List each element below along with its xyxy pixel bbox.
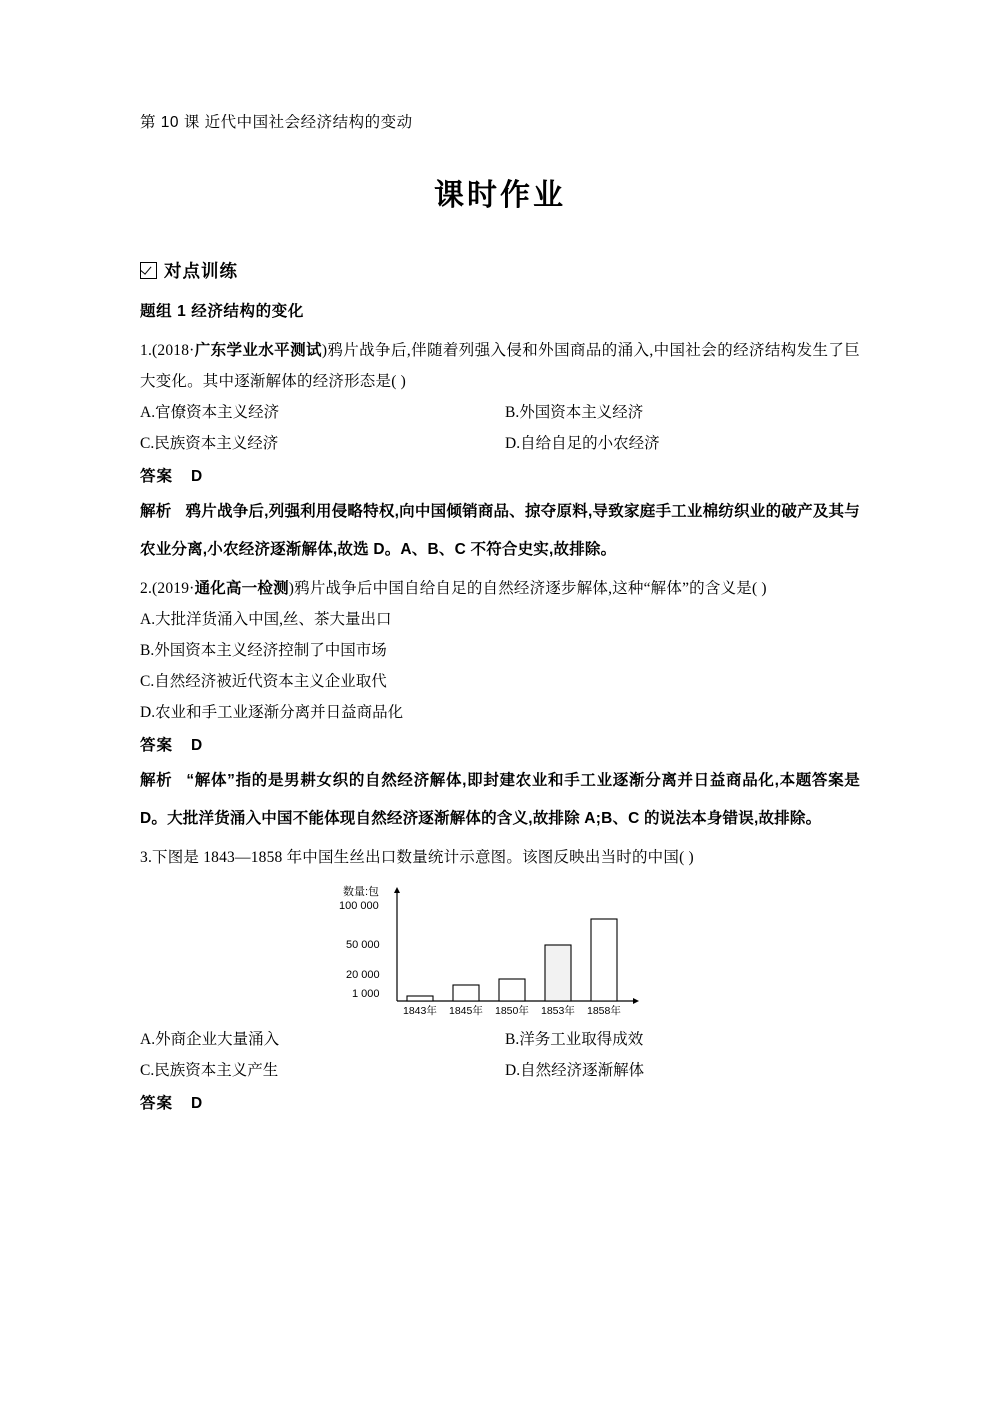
question-1-option-b[interactable]: B.外国资本主义经济 bbox=[505, 404, 644, 421]
chart-bar-1853 bbox=[545, 945, 571, 1001]
question-2-explanation bbox=[140, 762, 860, 838]
chart-bar-1843 bbox=[407, 996, 433, 1001]
chart-ytick-50000: 50 000 bbox=[346, 939, 380, 951]
question-2-answer-value: D bbox=[191, 737, 203, 754]
question-2-explanation-label: 解析 bbox=[140, 772, 173, 789]
chart-x-arrow bbox=[633, 998, 639, 1004]
question-3-options bbox=[140, 1024, 860, 1086]
lesson-header: 第 10 课 近代中国社会经济结构的变动 bbox=[140, 114, 413, 131]
question-3-stem bbox=[140, 842, 860, 873]
question-1-explanation bbox=[140, 493, 860, 569]
chart-xtick-1858: 1858年 bbox=[587, 1005, 621, 1017]
question-1-stem-prefix: 1.(2018· bbox=[140, 342, 195, 359]
chart-bar-1845 bbox=[453, 985, 479, 1001]
question-3-options-col1 bbox=[140, 1024, 495, 1086]
question-3-chart bbox=[140, 883, 860, 1018]
question-2 bbox=[140, 573, 860, 838]
question-3-answer bbox=[140, 1088, 860, 1120]
question-1-stem-rest: )鸦片战争后,伴随着列强入侵和外国商品的涌入,中国社会的经济结构发生了巨大变化。其中逐渐解体的经济形态是( ) bbox=[140, 342, 860, 390]
chart-y-arrow bbox=[394, 887, 400, 893]
section-header bbox=[140, 258, 860, 283]
question-2-stem-rest: )鸦片战争后中国自给自足的自然经济逐步解体,这种“解体”的含义是( ) bbox=[288, 580, 767, 597]
question-1-answer-label: 答案 bbox=[140, 468, 174, 485]
chart-bar-1850 bbox=[499, 979, 525, 1001]
question-3-option-b[interactable]: B.洋务工业取得成效 bbox=[505, 1031, 644, 1048]
question-2-option-c[interactable]: C.自然经济被近代资本主义企业取代 bbox=[140, 673, 387, 690]
question-3-answer-value: D bbox=[191, 1095, 203, 1112]
question-2-option-a[interactable]: A.大批洋货涌入中国,丝、茶大量出口 bbox=[140, 611, 392, 628]
question-1-stem-source: 广东学业水平测试 bbox=[194, 342, 322, 359]
question-1-answer-value: D bbox=[191, 468, 203, 485]
question-2-stem bbox=[140, 573, 860, 604]
question-1-option-d[interactable]: D.自给自足的小农经济 bbox=[505, 435, 660, 452]
question-2-answer bbox=[140, 730, 860, 762]
question-3-options-col2 bbox=[495, 1024, 860, 1086]
question-1-explanation-text: 鸦片战争后,列强利用侵略特权,向中国倾销商品、掠夺原料,导致家庭手工业棉纺织业的破产及其与农业分离,小农经济逐渐解体,故选 D。A、B、C 不符合史实,故排除。 bbox=[140, 503, 860, 558]
question-3-option-d[interactable]: D.自然经济逐渐解体 bbox=[505, 1062, 645, 1079]
section-header-label: 对点训练 bbox=[164, 261, 238, 281]
chart-bar-1858 bbox=[591, 919, 617, 1001]
question-1-option-c[interactable]: C.民族资本主义经济 bbox=[140, 435, 279, 452]
question-3-option-c[interactable]: C.民族资本主义产生 bbox=[140, 1062, 279, 1079]
chart-xtick-1845: 1845年 bbox=[449, 1005, 483, 1017]
question-1-options-col2 bbox=[495, 397, 860, 459]
question-1 bbox=[140, 335, 860, 569]
question-2-stem-prefix: 2.(2019· bbox=[140, 580, 195, 597]
chart-ytick-1000: 1 000 bbox=[352, 988, 380, 1000]
question-group-title: 题组 1 经济结构的变化 bbox=[140, 303, 304, 320]
question-1-stem bbox=[140, 335, 860, 397]
question-3-answer-label: 答案 bbox=[140, 1095, 174, 1112]
question-2-stem-source: 通化高一检测 bbox=[194, 580, 289, 597]
chart-xtick-1850: 1850年 bbox=[495, 1005, 529, 1017]
chart-ylabel: 数量:包 bbox=[343, 886, 380, 898]
question-3-option-a[interactable]: A.外商企业大量涌入 bbox=[140, 1031, 280, 1048]
checkbox-checked-icon bbox=[140, 262, 157, 279]
chart-ytick-100000: 100 000 bbox=[339, 900, 379, 912]
question-1-answer bbox=[140, 461, 860, 493]
question-3 bbox=[140, 842, 860, 1120]
question-2-option-b[interactable]: B.外国资本主义经济控制了中国市场 bbox=[140, 642, 387, 659]
question-1-options bbox=[140, 397, 860, 459]
question-2-explanation-text: “解体”指的是男耕女织的自然经济解体,即封建农业和手工业逐渐分离并日益商品化,本题答案是 D。大批洋货涌入中国不能体现自然经济逐渐解体的含义,故排除 A;B、C 的说法本身错误,故排除。 bbox=[140, 772, 860, 827]
chart-xtick-1843: 1843年 bbox=[403, 1005, 437, 1017]
question-1-option-a[interactable]: A.官僚资本主义经济 bbox=[140, 404, 280, 421]
question-1-explanation-label: 解析 bbox=[140, 503, 172, 520]
question-1-options-col1 bbox=[140, 397, 495, 459]
question-2-answer-label: 答案 bbox=[140, 737, 174, 754]
page-title: 课时作业 bbox=[434, 179, 566, 212]
silk-export-bar-chart bbox=[335, 883, 665, 1018]
chart-ytick-20000: 20 000 bbox=[346, 969, 380, 981]
question-3-stem-rest: 3.下图是 1843—1858 年中国生丝出口数量统计示意图。该图反映出当时的中国( ) bbox=[140, 849, 694, 866]
question-2-option-d[interactable]: D.农业和手工业逐渐分离并日益商品化 bbox=[140, 704, 404, 721]
question-2-options bbox=[140, 604, 860, 728]
chart-xtick-1853: 1853年 bbox=[541, 1005, 575, 1017]
